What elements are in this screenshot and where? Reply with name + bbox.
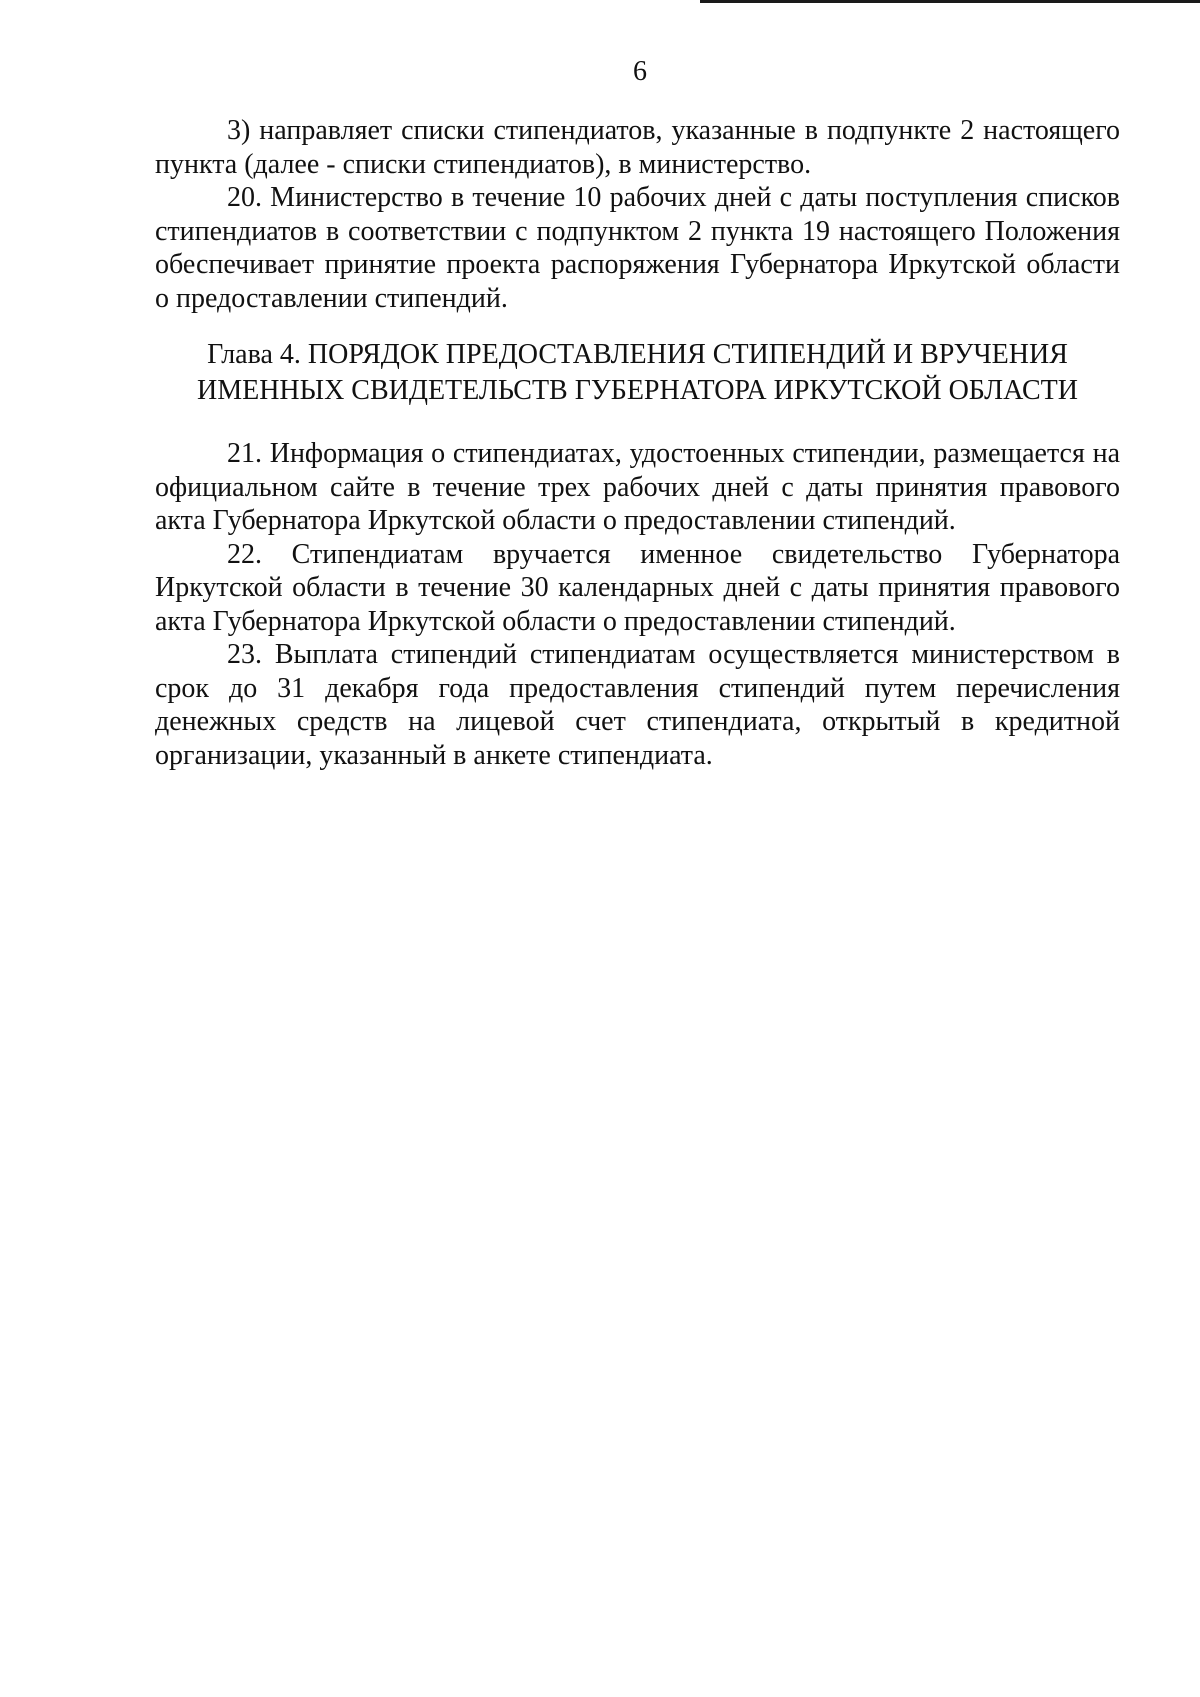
paragraph-23: 23. Выплата стипендий стипендиатам осуществляется министерством в срок до 31 декабря года предоставления стипендий путем перечисления денежных средств на лицевой счет стипендиата, открытый в кредитной организации, указанный в анкете стипендиата. [155, 639, 1120, 771]
paragraph-22: 22. Стипендиатам вручается именное свидетельство Губернатора Иркутской области в течение 30 календарных дней с даты принятия правового акта Губернатора Иркутской области о предоставлении стипендий. [155, 538, 1120, 637]
chapter-heading-line-2: ИМЕННЫХ СВИДЕТЕЛЬСТВ ГУБЕРНАТОРА ИРКУТСКОЙ ОБЛАСТИ [196, 375, 1078, 406]
paragraphs-top [155, 114, 1120, 315]
paragraph-item-3: 3) направляет списки стипендиатов, указанные в подпункте 2 настоящего пункта (далее - списки стипендиатов), в министерство. [155, 115, 1120, 180]
page-number: 6 [633, 56, 647, 87]
paragraphs-bottom [155, 437, 1120, 772]
paragraph-20: 20. Министерство в течение 10 рабочих дней с даты поступления списков стипендиатов в соответствии с подпунктом 2 пункта 19 настоящего Положения обеспечивает принятие проекта распоряжения Губернатора Иркутской области о предоставлении стипендий. [155, 182, 1120, 314]
scan-edge-line [700, 0, 1200, 3]
paragraph-21: 21. Информация о стипендиатах, удостоенных стипендии, размещается на официальном сайте в течение трех рабочих дней с даты принятия правового акта Губернатора Иркутской области о предоставлении стипендий. [155, 438, 1120, 536]
chapter-heading [155, 337, 1120, 409]
chapter-heading-line-1: Глава 4. ПОРЯДОК ПРЕДОСТАВЛЕНИЯ СТИПЕНДИЙ И ВРУЧЕНИЯ [207, 339, 1068, 370]
